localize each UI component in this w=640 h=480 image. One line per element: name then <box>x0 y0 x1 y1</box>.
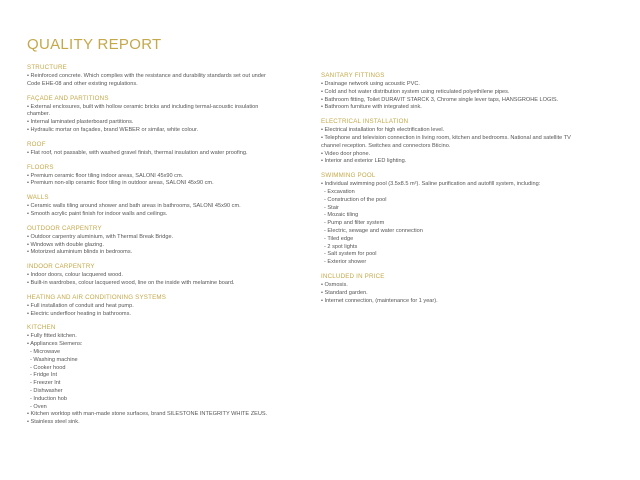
list-item: • Smooth acrylic paint finish for indoor walls and ceilings. <box>27 210 168 217</box>
section-item-list <box>27 333 297 427</box>
list-item: • Ceramic walls tiling around shower and bath areas in bathrooms, SALONI 45x90 cm. <box>27 203 241 210</box>
right-column <box>321 72 617 311</box>
section-item-list <box>27 150 297 158</box>
list-item: • Telephone and television connection in living room, kitchen and bedrooms. National and satellite TV <box>321 134 571 141</box>
section-heading: INDOOR CARPENTRY <box>27 263 95 271</box>
section-structure <box>27 64 297 89</box>
section-heading: OUTDOOR CARPENTRY <box>27 224 102 232</box>
sub-list-item: - Pump and filter system <box>324 220 385 227</box>
sub-list-item: - Cooker hood <box>30 364 66 371</box>
section-item-list <box>321 181 617 267</box>
list-item: • Bathroom furniture with integrated sink. <box>321 104 422 111</box>
list-item: • Premium non-slip ceramic floor tiling in outdoor areas, SALONI 45x90 cm. <box>27 180 214 187</box>
sub-list-item: - Oven <box>30 403 47 410</box>
section-sanitary-fittings <box>321 72 617 112</box>
section-heading: FAÇADE AND PARTITIONS <box>27 94 109 102</box>
list-item: • Full installation of conduit and heat pump. <box>27 302 134 309</box>
section-outdoor-carpentry <box>27 225 297 257</box>
section-included-in-price <box>321 273 617 305</box>
section-item-list <box>27 173 297 189</box>
sub-list-item: - Exterior shower <box>324 259 367 266</box>
section-item-list <box>27 73 297 89</box>
list-item: • External enclosures, built with hollow ceramic bricks and including termal-acoustic insulation <box>27 103 259 110</box>
sub-list-item: - Mozaic tiling <box>324 212 359 219</box>
section-heading: ELECTRICAL INSTALLATION <box>321 118 409 126</box>
list-item: chamber. <box>27 111 51 118</box>
list-item: • Flat roof, not passable, with washed gravel finish, thermal insulation and water proofing. <box>27 149 248 156</box>
list-item: • Interior and exterior LED lighting. <box>321 158 407 165</box>
sub-list-item: - Washing machine <box>30 356 78 363</box>
list-item: • Kitchen worktop with man-made stone surfaces, brand SILESTONE INTEGRITY WHITE ZEUS. <box>27 411 268 418</box>
list-item: • Stainless steel sink. <box>27 419 80 426</box>
sub-list-item: - Stair <box>324 204 339 211</box>
section-swimming-pool <box>321 172 617 267</box>
section-item-list <box>27 303 297 319</box>
list-item: • Reinforced concrete. Which complies with the resistance and durability standards set out under <box>27 73 266 79</box>
list-item: • Standard garden. <box>321 289 368 296</box>
sub-list-item: - Freezer Int <box>30 380 61 387</box>
section-heading: HEATING AND AIR CONDITIONING SYSTEMS <box>27 293 167 301</box>
section-item-list <box>321 81 617 112</box>
list-item: • Individual swimming pool (3.5x8.5 m²). Saline purification and autofill system, including: <box>321 181 541 188</box>
section-facade-and-partitions <box>27 95 297 135</box>
list-item: channel reception. Switches and connectors Bticino. <box>321 142 451 149</box>
list-item: • Osmosis. <box>321 281 348 288</box>
section-item-list <box>27 234 297 257</box>
section-indoor-carpentry <box>27 263 297 288</box>
list-item: • Electrical installation for high electrification level. <box>321 127 445 134</box>
section-heating-and-air-conditioning-systems <box>27 294 297 319</box>
list-item: • Outdoor carpentry aluminium, with Thermal Break Bridge. <box>27 233 174 240</box>
sub-list-item: - Excavation <box>324 188 355 195</box>
left-column <box>27 64 297 433</box>
list-item: • Appliances Siemens: <box>27 341 83 348</box>
section-item-list <box>321 282 617 305</box>
section-heading: SWIMMING POOL <box>321 172 376 180</box>
sub-list-item: - Salt system for pool <box>324 251 377 258</box>
section-item-list <box>27 272 297 288</box>
list-item: • Bathroom fitting, Toilet DURAVIT STARCK 3, Chrome single lever taps, HANSGROHE LOGIS. <box>321 96 559 103</box>
section-item-list <box>27 104 297 135</box>
section-walls <box>27 194 297 219</box>
section-electrical-installation <box>321 118 617 166</box>
list-item: • Cold and hot water distribution system using reticulated polyethilene pipes. <box>321 88 510 95</box>
list-item: • Built-in wardrobes, colour lacquered wood, line on the inside with melamine board. <box>27 279 235 286</box>
section-heading: WALLS <box>27 194 49 202</box>
section-kitchen <box>27 324 297 427</box>
sub-list-item: - Electric, sewage and water connection <box>324 227 423 234</box>
sub-list-item: - 2 spot lights <box>324 243 358 250</box>
sub-list-item: - Dishwasher <box>30 387 63 394</box>
section-heading: SANITARY FITTINGS <box>321 72 385 79</box>
list-item: • Motorized aluminium blinds in bedrooms. <box>27 249 133 256</box>
section-roof <box>27 141 297 158</box>
list-item: • Hydraulic mortar on façades, brand WEBER or similar, white colour. <box>27 126 199 133</box>
list-item: • Internal laminated plasterboard partitions. <box>27 119 134 126</box>
list-item: • Windows with double glazing. <box>27 241 104 248</box>
list-item: • Electric underfloor heating in bathrooms. <box>27 310 131 317</box>
section-heading: ROOF <box>27 140 46 148</box>
section-item-list <box>321 127 617 166</box>
sub-list-item: - Tiled edge <box>324 235 354 242</box>
list-item: • Internet connection, (maintenance for 1 year). <box>321 297 438 304</box>
page-title: QUALITY REPORT <box>27 36 162 53</box>
list-item: • Fully fitted kitchen. <box>27 333 77 340</box>
sub-list-item: - Construction of the pool <box>324 196 387 203</box>
section-heading: KITCHEN <box>27 324 56 332</box>
section-floors <box>27 164 297 189</box>
section-heading: STRUCTURE <box>27 64 67 71</box>
sub-list-item: - Induction hob <box>30 395 68 402</box>
section-heading: INCLUDED IN PRICE <box>321 272 385 280</box>
list-item: • Indoor doors, colour lacquered wood. <box>27 272 123 279</box>
list-item: • Video door phone. <box>321 150 371 157</box>
sub-list-item: - Fridge Int <box>30 372 58 379</box>
list-item: Code EHE-08 and other existing regulations. <box>27 80 138 87</box>
list-item: • Premium ceramic floor tiling indoor areas, SALONI 45x90 cm. <box>27 172 184 179</box>
sub-list-item: - Microwave <box>30 348 61 355</box>
section-item-list <box>27 203 297 219</box>
list-item: • Drainage network using acoustic PVC. <box>321 81 420 87</box>
section-heading: FLOORS <box>27 163 54 171</box>
